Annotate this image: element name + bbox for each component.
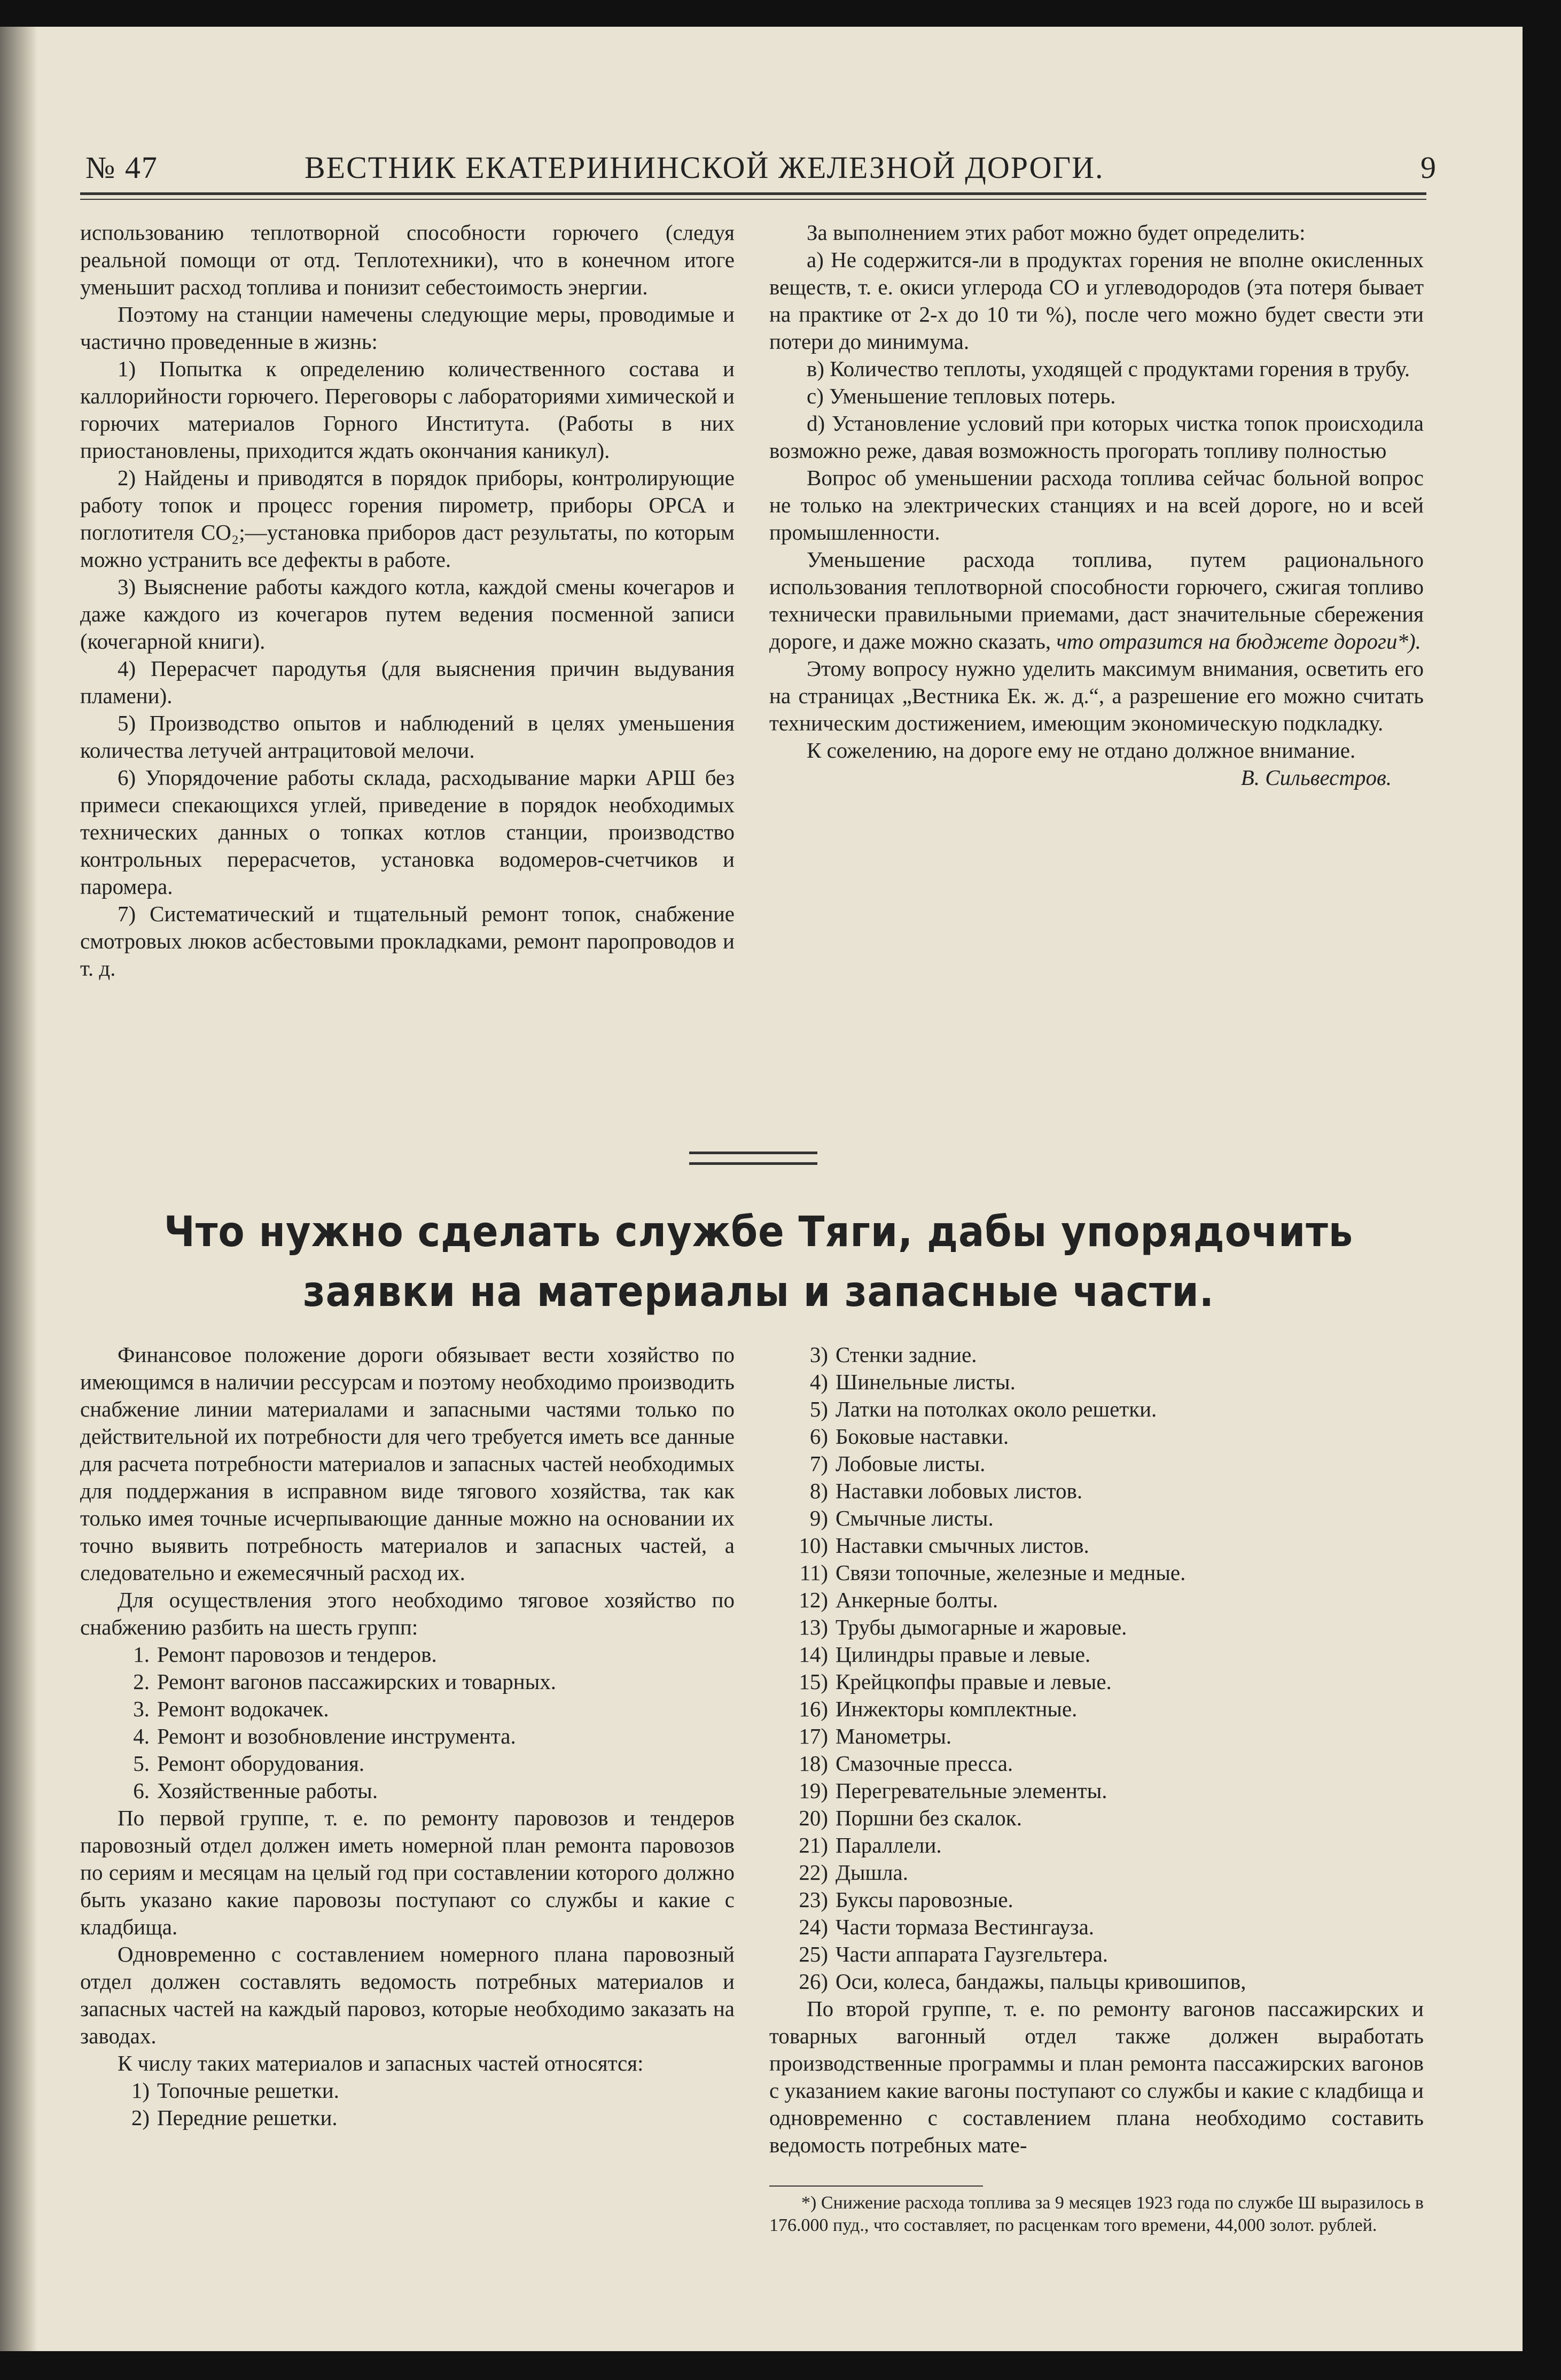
list-item: [769, 1941, 1424, 1968]
list-number: 1): [131, 2078, 150, 2103]
list-number: 2.: [133, 1669, 150, 1694]
paragraph: 6) Упорядочение работы склада, расходывание марки АРШ без примеси спекающихся углей, приведение в порядок необходимых технических данных о топках котлов станции, производство контрольных перерасчетов, установка водомеров-счетчиков и паромера.: [80, 765, 735, 899]
paragraph: 2) Найдены и приводятся в порядок приборы, контролирующие работу топок и процесс горения пирометр, приборы ОРСА и поглотителя CO₂;—установка приборов даст результаты, по которым можно устранить все дефекты в работе.: [80, 465, 735, 572]
list-item: [769, 1477, 1424, 1505]
list-item: [769, 1396, 1424, 1423]
list-number: 6): [809, 1424, 828, 1449]
list-text: Ремонт вагонов пассажирских и товарных.: [157, 1669, 557, 1694]
list-text: Передние решетки.: [157, 2105, 338, 2130]
list-item: [769, 1777, 1424, 1805]
list-text: Смазочные пресса.: [836, 1751, 1013, 1776]
list-text: Цилиндры правые и левые.: [836, 1642, 1091, 1667]
list-number: 4.: [133, 1724, 150, 1748]
list-item: [80, 1777, 735, 1805]
author-signature: В. Сильвестров.: [1240, 765, 1392, 790]
header-rule: [80, 192, 1426, 195]
list-item: d) Установление условий при которых чистка топок происходила возможно реже, давая возможность прогорать топливу полностью: [769, 411, 1424, 463]
footnote: [769, 2192, 1424, 2237]
paragraph: К сожелению, на дороге ему не отдано должное внимание.: [807, 738, 1356, 763]
list-item: в) Количество теплоты, уходящей с продуктами горения в трубу.: [807, 356, 1410, 381]
list-item: [769, 1859, 1424, 1886]
list-item: [769, 1695, 1424, 1723]
list-number: 4): [809, 1370, 828, 1394]
paragraph: 4) Перерасчет пародутья (для выяснения причин выдувания пламени).: [80, 656, 735, 708]
list-item: [769, 1914, 1424, 1941]
list-text: Ремонт оборудования.: [157, 1751, 365, 1776]
header-rule-thin: [80, 199, 1426, 200]
list-text: Топочные решетки.: [157, 2078, 339, 2103]
list-item: [769, 1886, 1424, 1914]
list-item: [769, 1341, 1424, 1368]
paragraph: По второй группе, т. е. по ремонту вагонов пассажирских и товарных вагонный отдел также должен выработать производственные программы и план ремонта пассажирских вагонов с указанием какие вагоны поступают со службы и какие с кладбища и одновременно с составлением плана необходимо составить ведомость потребных мате-: [769, 1996, 1424, 2157]
paragraph: [769, 546, 1424, 655]
list-item: [80, 1641, 735, 1668]
list-text: Буксы паровозные.: [836, 1887, 1013, 1912]
list-item: [80, 1695, 735, 1723]
list-number: 7): [809, 1451, 828, 1476]
paragraph: 3) Выяснение работы каждого котла, каждой смены кочегаров и даже каждого из кочегаров путем ведения посменной записи (кочегарной книги).: [80, 574, 735, 654]
list-item: [769, 1668, 1424, 1695]
paragraph: 1) Попытка к определению количественного состава и каллорийности горючего. Переговоры с лабораториями химической и горючих материалов Горного Института. (Работы в них приостановлены, приходится ждать окончания каникул).: [80, 356, 735, 463]
list-item: [769, 1532, 1424, 1559]
footnote-rule: [769, 2185, 983, 2187]
list-text: Ремонт паровозов и тендеров.: [157, 1642, 437, 1667]
list-number: 3): [809, 1342, 828, 1367]
list-number: 5): [809, 1397, 828, 1421]
list-text: Оси, колеса, бандажы, пальцы кривошипов,: [836, 1969, 1246, 1994]
list-number: 5.: [133, 1751, 150, 1776]
paragraph: По первой группе, т. е. по ремонту паровозов и тендеров паровозный отдел должен иметь номерной план ремонта паровозов по сериям и месяцам на целый год при составлении которого должно быть указано какие паровозы поступают со службы и какие с кладбища.: [80, 1806, 735, 1939]
list-number: 23): [799, 1887, 828, 1912]
list-number: 12): [799, 1588, 828, 1612]
paragraph-text: Уменьшение расхода топлива, путем рационального использования теплотворной способности горючего, сжигая топливо технически правильными приемами, даст значительные сбережения дороге, и даже можно сказать,: [769, 547, 1424, 654]
paragraph: Одновременно с составлением номерного плана паровозный отдел должен составлять ведомость потребных материалов и запасных частей на каждый паровоз, которые необходимо заказать на заводах.: [80, 1942, 735, 2048]
list-text: Инжекторы комплектные.: [836, 1697, 1078, 1721]
list-item: [80, 1668, 735, 1695]
list-item: [769, 1968, 1424, 1995]
italic-phrase: что отразится на бюджете дороги*).: [1056, 629, 1421, 654]
list-text: Манометры.: [836, 1724, 952, 1748]
list-number: 15): [799, 1669, 828, 1694]
list-number: 10): [799, 1533, 828, 1558]
footnote-text: *) Снижение расхода топлива за 9 месяцев 1923 года по службе Ш выразилось в 176.000 пуд., что составляет, по расценкам того времени, 44,000 золот. рублей.: [769, 2193, 1424, 2235]
page-header: [85, 150, 1437, 198]
list-item: [80, 1723, 735, 1750]
list-text: Наставки смычных листов.: [836, 1533, 1089, 1558]
list-number: 8): [809, 1479, 828, 1503]
list-item: [769, 1614, 1424, 1641]
list-item: а) Не содержится-ли в продуктах горения не вполне окисленных веществ, т. е. окиси углерода CO и углеводородов (эта потеря бывает на практике от 2-х до 10 ти %), после чего можно будет свести эти потери до минимума.: [769, 247, 1424, 354]
newspaper-title: ВЕСТНИК ЕКАТЕРИНИНСКОЙ ЖЕЛЕЗНОЙ ДОРОГИ.: [305, 150, 1104, 185]
list-number: 13): [799, 1615, 828, 1639]
list-number: 9): [809, 1506, 828, 1530]
paragraph: использованию теплотворной способности горючего (следуя реальной помощи от отд. Теплотехники), что в конечном итоге уменьшит расход топлива и понизит себестоимость энергии.: [80, 220, 735, 299]
list-item: [769, 1723, 1424, 1750]
list-item: [769, 1805, 1424, 1832]
list-number: 3.: [133, 1697, 150, 1721]
list-item: с) Уменьшение тепловых потерь.: [807, 384, 1116, 408]
paragraph: За выполнением этих работ можно будет определить:: [807, 220, 1306, 245]
list-number: 21): [799, 1833, 828, 1857]
list-text: Латки на потолках около решетки.: [836, 1397, 1157, 1421]
list-item: [769, 1368, 1424, 1396]
list-item: [80, 2077, 735, 2104]
list-item: [769, 1423, 1424, 1450]
list-number: 19): [799, 1778, 828, 1803]
list-item: [769, 1750, 1424, 1777]
list-text: Ремонт и возобновление инструмента.: [157, 1724, 516, 1748]
list-text: Анкерные болты.: [836, 1588, 998, 1612]
binding-shadow: [0, 27, 37, 2351]
paragraph: Вопрос об уменьшении расхода топлива сейчас больной вопрос не только на электрических станциях и на всей дороге, но и всей промышленности.: [769, 465, 1424, 545]
list-text: Перегревательные элементы.: [836, 1778, 1107, 1803]
list-number: 1.: [133, 1642, 150, 1667]
list-item: [769, 1450, 1424, 1477]
paragraph: Финансовое положение дороги обязывает вести хозяйство по имеющимся в наличии рессурсам и поэтому необходимо производить снабжение линии материалами и запасными частями только по действительной их потребности для чего требуется иметь все данные для расчета потребности материалов и запасных частей необходимых для поддержания в исправном виде тягового хозяйства, так как только имея точные исчерпывающие данные можно на основании их точно выявить потребность материалов и запасных частей, а следовательно и ежемесячный расход их.: [80, 1342, 735, 1585]
list-number: 25): [799, 1942, 828, 1966]
list-text: Связи топочные, железные и медные.: [836, 1560, 1186, 1585]
issue-number: № 47: [85, 150, 158, 185]
paragraph: 7) Систематический и тщательный ремонт топок, снабжение смотровых люков асбестовыми прокладками, ремонт паропроводов и т. д.: [80, 901, 735, 981]
list-item: [769, 1505, 1424, 1532]
list-text: Трубы дымогарные и жаровые.: [836, 1615, 1127, 1639]
list-text: Части тормаза Вестингауза.: [836, 1915, 1095, 1939]
list-item: [769, 1559, 1424, 1586]
article2-left-column: [80, 1341, 735, 2132]
paragraph: К числу таких материалов и запасных частей относятся:: [118, 2051, 644, 2075]
list-text: Лобовые листы.: [836, 1451, 986, 1476]
article1-right-column: [769, 219, 1424, 791]
page-number: 9: [1420, 150, 1437, 185]
article1-left-column: [80, 219, 735, 982]
list-text: Поршни без скалок.: [836, 1806, 1022, 1830]
list-item: [769, 1586, 1424, 1614]
list-text: Части аппарата Гаузгельтера.: [836, 1942, 1109, 1966]
list-item: [769, 1641, 1424, 1668]
article2-headline: Что нужно сделать службе Тяги, дабы упорядочить заявки на материалы и запасные части.: [163, 1208, 1354, 1316]
list-number: 16): [799, 1697, 828, 1721]
article2-right-column: [769, 1341, 1424, 2159]
list-text: Смычные листы.: [836, 1506, 994, 1530]
list-item: [80, 1750, 735, 1777]
list-number: 2): [131, 2105, 150, 2130]
list-number: 24): [799, 1915, 828, 1939]
list-number: 17): [799, 1724, 828, 1748]
list-number: 18): [799, 1751, 828, 1776]
article-separator: [689, 1152, 817, 1154]
list-text: Дышла.: [836, 1860, 908, 1885]
list-text: Параллели.: [836, 1833, 942, 1857]
list-number: 22): [799, 1860, 828, 1885]
list-text: Хозяйственные работы.: [157, 1778, 378, 1803]
list-text: Ремонт водокачек.: [157, 1697, 329, 1721]
list-text: Шинельные листы.: [836, 1370, 1016, 1394]
paragraph: Для осуществления этого необходимо тяговое хозяйство по снабжению разбить на шесть групп:: [80, 1588, 735, 1639]
list-number: 11): [799, 1560, 828, 1585]
newspaper-page: [0, 27, 1523, 2351]
list-text: Боковые наставки.: [836, 1424, 1009, 1449]
list-number: 14): [799, 1642, 828, 1667]
list-number: 26): [799, 1969, 828, 1994]
list-item: [80, 2104, 735, 2132]
list-number: 6.: [133, 1778, 150, 1803]
article-separator-second: [689, 1162, 817, 1165]
list-text: Наставки лобовых листов.: [836, 1479, 1083, 1503]
list-item: [769, 1832, 1424, 1859]
list-text: Стенки задние.: [836, 1342, 977, 1367]
list-number: 20): [799, 1806, 828, 1830]
paragraph: 5) Производство опытов и наблюдений в целях уменьшения количества летучей антрацитовой мелочи.: [80, 711, 735, 763]
paragraph: Поэтому на станции намечены следующие меры, проводимые и частично проведенные в жизнь:: [80, 302, 735, 354]
list-text: Крейцкопфы правые и левые.: [836, 1669, 1112, 1694]
paragraph: Этому вопросу нужно уделить максимум внимания, осветить его на страницах „Вестника Ек. ж. д.“, а разрешение его можно считать техническим достижением, имеющим экономическую подкладку.: [769, 656, 1424, 735]
